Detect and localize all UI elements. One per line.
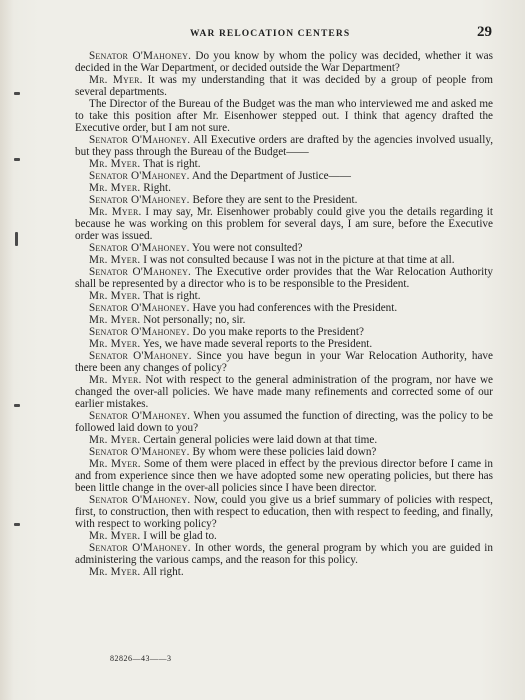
paragraph-text: Right. bbox=[140, 182, 171, 194]
paragraph-text: That is right. bbox=[140, 290, 201, 302]
speaker-name: Senator O'Mahoney. bbox=[89, 410, 191, 422]
speaker-name: Mr. Myer. bbox=[89, 182, 141, 194]
paragraph-text: That is right. bbox=[140, 158, 201, 170]
speaker-name: Senator O'Mahoney. bbox=[89, 350, 192, 362]
paragraph-text: Not with respect to the general administration of the program, nor have we changed the over-all policies. We have made many refinements and corrected some of our earlier mistakes. bbox=[75, 374, 494, 410]
transcript-paragraph bbox=[75, 98, 493, 134]
speaker-name: Senator O'Mahoney. bbox=[89, 326, 190, 338]
paragraph-text: Yes, we have made several reports to the President. bbox=[140, 338, 373, 350]
paragraph-text: Some of them were placed in effect by the previous director before I came in and from experience since then we have adopted some new operating policies, but there has been little change in the over-all policies since I have been director. bbox=[75, 458, 494, 494]
speaker-name: Mr. Myer. bbox=[89, 290, 141, 302]
paragraph-text: Do you make reports to the President? bbox=[189, 326, 364, 338]
paragraph-text: It was my understanding that it was decided by a group of people from several departments. bbox=[75, 74, 494, 98]
transcript-paragraph bbox=[75, 50, 493, 74]
paragraph-text: Before they are sent to the President. bbox=[189, 194, 358, 206]
transcript-paragraph bbox=[75, 266, 493, 290]
transcript-paragraph bbox=[75, 194, 493, 206]
transcript-paragraph bbox=[75, 302, 493, 314]
speaker-name: Senator O'Mahoney. bbox=[89, 302, 190, 314]
running-head: WAR RELOCATION CENTERS bbox=[190, 29, 351, 39]
paragraph-text: In other words, the general program by which you are guided in administering the various camps, and the reason for this policy. bbox=[75, 542, 493, 566]
transcript-paragraph bbox=[75, 74, 493, 98]
speaker-name: Senator O'Mahoney. bbox=[89, 542, 191, 554]
binding-mark bbox=[14, 158, 20, 161]
paragraph-text: Certain general policies were laid down at that time. bbox=[140, 434, 378, 446]
transcript-paragraph bbox=[75, 566, 493, 578]
paragraph-text: When you assumed the function of directing, was the policy to be followed laid down to you? bbox=[75, 410, 493, 434]
paragraph-text: By whom were these policies laid down? bbox=[189, 446, 377, 458]
transcript-body bbox=[75, 50, 493, 578]
paragraph-text: Do you know by whom the policy was decided, whether it was decided in the War Department, or decided outside the War Department? bbox=[75, 50, 493, 74]
transcript-paragraph bbox=[75, 326, 493, 338]
transcript-paragraph bbox=[75, 542, 493, 566]
transcript-paragraph bbox=[75, 494, 493, 530]
transcript-paragraph bbox=[75, 170, 493, 182]
paragraph-text: The Director of the Bureau of the Budget was the man who interviewed me and asked me to take this position after Mr. Eisenhower stepped out. I think that agency drafted the Executive order, but I am not sure. bbox=[75, 98, 493, 134]
speaker-name: Mr. Myer. bbox=[89, 530, 141, 542]
speaker-name: Mr. Myer. bbox=[89, 458, 141, 470]
transcript-paragraph bbox=[75, 350, 493, 374]
speaker-name: Senator O'Mahoney. bbox=[89, 170, 190, 182]
speaker-name: Senator O'Mahoney. bbox=[89, 50, 192, 62]
speaker-name: Senator O'Mahoney. bbox=[89, 242, 190, 254]
paragraph-text: Now, could you give us a brief summary of policies with respect, first, to construction, then with respect to education, then with respect to feeding, and finally, with respect to working policy? bbox=[75, 494, 493, 530]
speaker-name: Mr. Myer. bbox=[89, 374, 142, 386]
binding-mark bbox=[14, 404, 20, 407]
binding-mark bbox=[15, 232, 18, 246]
page-number: 29 bbox=[477, 24, 492, 40]
paragraph-text: And the Department of Justice—— bbox=[189, 170, 351, 182]
transcript-paragraph bbox=[75, 434, 493, 446]
paragraph-text: Have you had conferences with the President. bbox=[189, 302, 398, 314]
speaker-name: Mr. Myer. bbox=[89, 254, 141, 266]
page-header bbox=[72, 24, 492, 46]
transcript-paragraph bbox=[75, 446, 493, 458]
speaker-name: Mr. Myer. bbox=[89, 206, 142, 218]
transcript-paragraph bbox=[75, 530, 493, 542]
speaker-name: Mr. Myer. bbox=[89, 566, 141, 578]
transcript-paragraph bbox=[75, 314, 493, 326]
speaker-name: Senator O'Mahoney. bbox=[89, 194, 190, 206]
paragraph-text: I will be glad to. bbox=[140, 530, 217, 542]
speaker-name: Mr. Myer. bbox=[89, 158, 141, 170]
paragraph-text: I may say, Mr. Eisenhower probably could give you the details regarding it because he was working on this problem for several days, I am sure, before the Executive order was issued. bbox=[75, 206, 493, 242]
speaker-name: Senator O'Mahoney. bbox=[89, 266, 192, 278]
transcript-paragraph bbox=[75, 458, 493, 494]
paragraph-text: I was not consulted because I was not in the picture at that time at all. bbox=[140, 254, 455, 266]
speaker-name: Senator O'Mahoney. bbox=[89, 134, 191, 146]
speaker-name: Mr. Myer. bbox=[89, 434, 141, 446]
speaker-name: Senator O'Mahoney. bbox=[89, 446, 190, 458]
transcript-paragraph bbox=[75, 242, 493, 254]
speaker-name: Mr. Myer. bbox=[89, 74, 143, 86]
transcript-paragraph bbox=[75, 374, 493, 410]
transcript-paragraph bbox=[75, 134, 493, 158]
paragraph-text: Not personally; no, sir. bbox=[140, 314, 246, 326]
paragraph-text: Since you have begun in your War Relocation Authority, have there been any changes of policy? bbox=[75, 350, 493, 374]
print-code: 82826—43——3 bbox=[110, 654, 172, 663]
transcript-paragraph bbox=[75, 182, 493, 194]
binding-mark bbox=[14, 523, 20, 526]
speaker-name: Senator O'Mahoney. bbox=[89, 494, 191, 506]
speaker-name: Mr. Myer. bbox=[89, 338, 141, 350]
paragraph-text: All Executive orders are drafted by the agencies involved usually, but they pass through the Bureau of the Budget—— bbox=[75, 134, 493, 158]
paragraph-text: The Executive order provides that the War Relocation Authority shall be represented by a director who is to be responsible to the President. bbox=[75, 266, 493, 290]
transcript-paragraph bbox=[75, 254, 493, 266]
transcript-paragraph bbox=[75, 410, 493, 434]
paragraph-text: All right. bbox=[140, 566, 184, 578]
transcript-paragraph bbox=[75, 206, 493, 242]
binding-mark bbox=[14, 92, 20, 95]
speaker-name: Mr. Myer. bbox=[89, 314, 141, 326]
transcript-paragraph bbox=[75, 338, 493, 350]
transcript-paragraph bbox=[75, 290, 493, 302]
paragraph-text: You were not consulted? bbox=[189, 242, 303, 254]
transcript-paragraph bbox=[75, 158, 493, 170]
